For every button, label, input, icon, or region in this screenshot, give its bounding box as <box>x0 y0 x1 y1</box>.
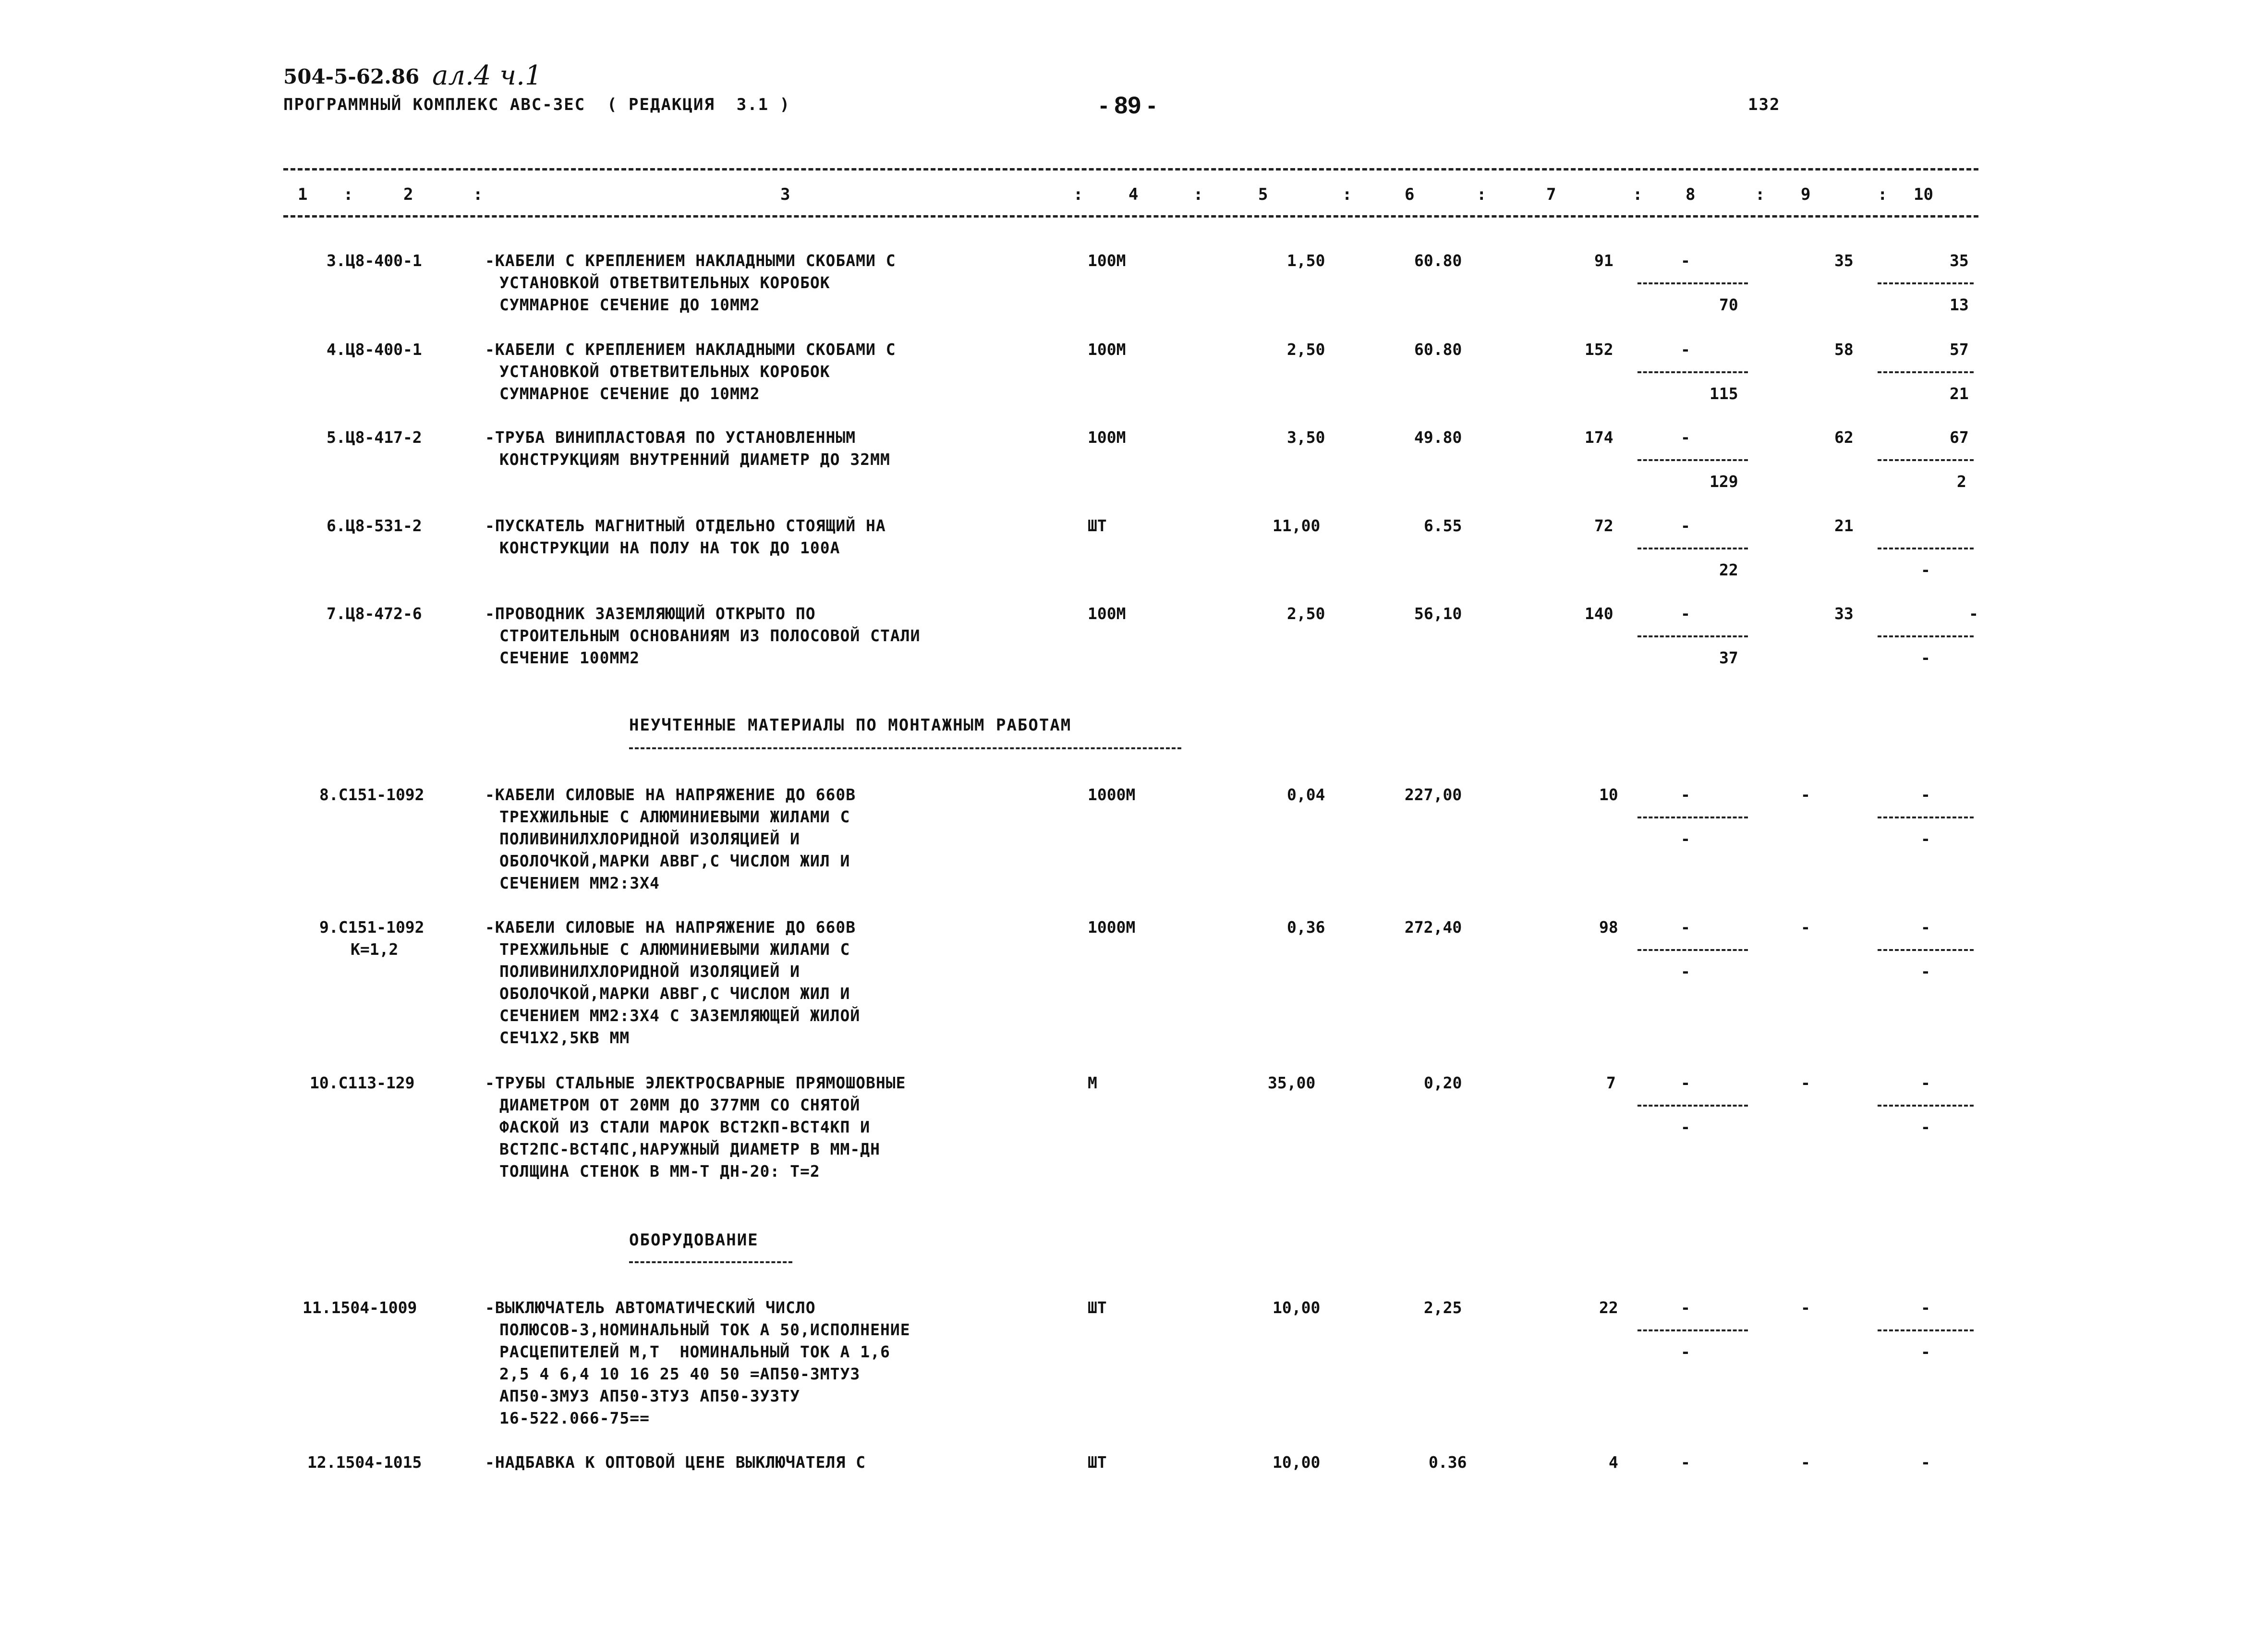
row-desc-line: ОБОЛОЧКОЙ,МАРКИ АВВГ,С ЧИСЛОМ ЖИЛ И <box>499 984 850 1003</box>
col-sep: : <box>1633 185 1643 204</box>
row-c8-divider <box>1637 282 1748 284</box>
col-9: 9 <box>1801 185 1811 204</box>
row-c8-top: - <box>1681 918 1690 937</box>
row-total: 98 <box>1599 918 1618 937</box>
row-c8-divider <box>1637 1329 1748 1331</box>
row-price: 60.80 <box>1414 251 1462 270</box>
row-total: 174 <box>1585 428 1613 447</box>
row-desc-line: ФАСКОЙ ИЗ СТАЛИ МАРОК ВСТ2КП-ВСТ4КП И <box>499 1118 871 1136</box>
row-c10-top: 67 <box>1950 428 1969 447</box>
row-unit: 100М <box>1088 604 1126 623</box>
row-c10-top: 35 <box>1950 251 1969 270</box>
row-c8-bottom: 70 <box>1719 295 1738 314</box>
row-c9: 58 <box>1834 340 1854 359</box>
row-c10-top: - <box>1921 1298 1930 1317</box>
row-c8-top: - <box>1681 251 1690 270</box>
row-code: 6.Ц8-531-2 <box>327 516 422 535</box>
col-4: 4 <box>1128 185 1139 204</box>
row-c9: - <box>1801 1073 1810 1092</box>
row-c9: - <box>1801 1453 1810 1472</box>
col-10: 10 <box>1914 185 1933 204</box>
col-1: 1 <box>298 185 308 204</box>
row-desc-line: -ВЫКЛЮЧАТЕЛЬ АВТОМАТИЧЕСКИЙ ЧИСЛО <box>485 1298 816 1317</box>
row-qty: 35,00 <box>1268 1073 1316 1092</box>
row-desc-line: -ТРУБЫ СТАЛЬНЫЕ ЭЛЕКТРОСВАРНЫЕ ПРЯМОШОВНЫЕ <box>485 1073 906 1092</box>
row-desc-line: ПОЛИВИНИЛХЛОРИДНОЙ ИЗОЛЯЦИЕЙ И <box>499 962 800 981</box>
row-desc-line: -НАДБАВКА К ОПТОВОЙ ЦЕНЕ ВЫКЛЮЧАТЕЛЯ С <box>485 1453 866 1472</box>
row-total: 72 <box>1594 516 1613 535</box>
row-c10-divider <box>1878 459 1974 461</box>
row-code: 7.Ц8-472-6 <box>327 604 422 623</box>
row-c10-top: - <box>1921 1073 1930 1092</box>
row-code: 9.С151-1092 <box>319 918 424 937</box>
program-title: ПРОГРАММНЫЙ КОМПЛЕКС АВС-3ЕС ( РЕДАКЦИЯ 3.1 ) <box>283 95 791 114</box>
table-top-rule <box>283 168 1978 171</box>
row-qty: 10,00 <box>1273 1298 1321 1317</box>
row-c8-top: - <box>1681 516 1690 535</box>
row-c10-top: - <box>1921 918 1930 937</box>
table-header-rule <box>283 215 1978 218</box>
row-unit: 1000М <box>1088 918 1136 937</box>
col-7: 7 <box>1546 185 1556 204</box>
row-desc-line: КОНСТРУКЦИЯМ ВНУТРЕННИЙ ДИАМЕТР ДО 32ММ <box>499 450 890 469</box>
row-desc-line: -КАБЕЛИ СИЛОВЫЕ НА НАПРЯЖЕНИЕ ДО 660В <box>485 918 856 937</box>
col-6: 6 <box>1405 185 1415 204</box>
row-qty: 2,50 <box>1287 340 1325 359</box>
row-code: 5.Ц8-417-2 <box>327 428 422 447</box>
row-c10-top: - <box>1921 785 1930 804</box>
row-c8-top: - <box>1681 428 1690 447</box>
col-2: 2 <box>403 185 413 204</box>
row-c9: 33 <box>1834 604 1854 623</box>
row-c8-bottom: 22 <box>1719 561 1738 579</box>
row-c8-bottom: - <box>1681 829 1690 848</box>
row-desc-line: ДИАМЕТРОМ ОТ 20ММ ДО 377ММ СО СНЯТОЙ <box>499 1096 861 1114</box>
row-code: 4.Ц8-400-1 <box>327 340 422 359</box>
row-c8-divider <box>1637 949 1748 951</box>
row-desc-line: КОНСТРУКЦИИ НА ПОЛУ НА ТОК ДО 100А <box>499 538 840 557</box>
row-price: 0.36 <box>1429 1453 1467 1472</box>
handwritten-note: ал.4 ч.1 <box>432 60 542 91</box>
row-desc-line: РАСЦЕПИТЕЛЕЙ М,Т НОМИНАЛЬНЫЙ ТОК А 1,6 <box>499 1342 890 1361</box>
row-c10-divider <box>1878 949 1974 951</box>
row-c10-bottom: - <box>1921 648 1930 667</box>
row-c8-bottom: - <box>1681 962 1690 981</box>
row-unit: 100М <box>1088 340 1126 359</box>
row-desc-line: СУММАРНОЕ СЕЧЕНИЕ ДО 10ММ2 <box>499 295 760 314</box>
row-c9: 35 <box>1834 251 1854 270</box>
row-c8-divider <box>1637 548 1748 549</box>
row-c9: - <box>1801 918 1810 937</box>
col-sep: : <box>343 185 353 204</box>
row-desc-line: ОБОЛОЧКОЙ,МАРКИ АВВГ,С ЧИСЛОМ ЖИЛ И <box>499 852 850 870</box>
row-qty: 0,36 <box>1287 918 1325 937</box>
section-underline <box>629 747 1181 749</box>
col-sep: : <box>1477 185 1487 204</box>
row-desc-line: УСТАНОВКОЙ ОТВЕТВИТЕЛЬНЫХ КОРОБОК <box>499 362 830 381</box>
row-c10-bottom: - <box>1921 829 1930 848</box>
row-c10-bottom: - <box>1921 1118 1930 1136</box>
row-c10-divider <box>1878 1105 1974 1107</box>
row-c10-top: 57 <box>1950 340 1969 359</box>
row-c10-divider <box>1878 282 1974 284</box>
page-number: - 89 - <box>1100 92 1156 119</box>
row-c9: 21 <box>1834 516 1854 535</box>
row-desc-line: ВСТ2ПС-ВСТ4ПС,НАРУЖНЫЙ ДИАМЕТР В ММ-ДН <box>499 1140 880 1158</box>
col-5: 5 <box>1258 185 1268 204</box>
row-c10-divider <box>1878 371 1974 373</box>
row-desc-line: -ПУСКАТЕЛЬ МАГНИТНЫЙ ОТДЕЛЬНО СТОЯЩИЙ НА <box>485 516 886 535</box>
row-c10-divider <box>1878 816 1974 818</box>
row-desc-line: -КАБЕЛИ СИЛОВЫЕ НА НАПРЯЖЕНИЕ ДО 660В <box>485 785 856 804</box>
col-sep: : <box>1342 185 1352 204</box>
col-sep: : <box>473 185 483 204</box>
row-desc-line: 2,5 4 6,4 10 16 25 40 50 =АП50-3МТУ3 <box>499 1365 861 1383</box>
row-c8-divider <box>1637 459 1748 461</box>
row-total: 7 <box>1606 1073 1616 1092</box>
row-c10-divider <box>1878 1329 1974 1331</box>
row-desc-line: ТРЕХЖИЛЬНЫЕ С АЛЮМИНИЕВЫМИ ЖИЛАМИ С <box>499 807 850 826</box>
col-sep: : <box>1073 185 1083 204</box>
row-code-coefficient: К=1,2 <box>351 940 399 959</box>
row-unit: М <box>1088 1073 1097 1092</box>
row-desc-line: УСТАНОВКОЙ ОТВЕТВИТЕЛЬНЫХ КОРОБОК <box>499 273 830 292</box>
row-desc-line: -КАБЕЛИ С КРЕПЛЕНИЕМ НАКЛАДНЫМИ СКОБАМИ С <box>485 251 896 270</box>
row-code: 10.С113-129 <box>310 1073 415 1092</box>
row-c10-bottom: 21 <box>1950 384 1969 403</box>
row-desc-line: ТРЕХЖИЛЬНЫЕ С АЛЮМИНИЕВЫМИ ЖИЛАМИ С <box>499 940 850 959</box>
row-c10-bottom: 2 <box>1957 472 1966 491</box>
row-c10-bottom: - <box>1921 962 1930 981</box>
row-price: 0,20 <box>1424 1073 1462 1092</box>
row-desc-line: ПОЛЮСОВ-3,НОМИНАЛЬНЫЙ ТОК А 50,ИСПОЛНЕНИЕ <box>499 1320 910 1339</box>
row-price: 6.55 <box>1424 516 1462 535</box>
row-desc-line: СУММАРНОЕ СЕЧЕНИЕ ДО 10ММ2 <box>499 384 760 403</box>
row-qty: 10,00 <box>1273 1453 1321 1472</box>
row-price: 49.80 <box>1414 428 1462 447</box>
row-qty: 3,50 <box>1287 428 1325 447</box>
row-c8-top: - <box>1681 604 1690 623</box>
row-desc-line: АП50-3МУ3 АП50-3ТУ3 АП50-3У3ТУ <box>499 1387 800 1405</box>
row-price: 56,10 <box>1414 604 1462 623</box>
document-code: 504-5-62.86 <box>283 65 420 88</box>
row-unit: 100М <box>1088 428 1126 447</box>
row-c10-top: - <box>1921 1453 1930 1472</box>
row-unit: ШТ <box>1088 516 1107 535</box>
row-c8-bottom: - <box>1681 1342 1690 1361</box>
row-desc-line: -ТРУБА ВИНИПЛАСТОВАЯ ПО УСТАНОВЛЕННЫМ <box>485 428 856 447</box>
row-c10-divider <box>1878 635 1974 637</box>
row-c8-top: - <box>1681 340 1690 359</box>
row-total: 140 <box>1585 604 1613 623</box>
row-qty: 11,00 <box>1273 516 1321 535</box>
row-desc-line: СЕЧ1Х2,5КВ ММ <box>499 1028 630 1047</box>
col-sep: : <box>1193 185 1203 204</box>
row-unit: 1000М <box>1088 785 1136 804</box>
row-total: 22 <box>1599 1298 1618 1317</box>
row-c9: 62 <box>1834 428 1854 447</box>
row-c8-divider <box>1637 371 1748 373</box>
row-unit: ШТ <box>1088 1453 1107 1472</box>
row-desc-line: -КАБЕЛИ С КРЕПЛЕНИЕМ НАКЛАДНЫМИ СКОБАМИ С <box>485 340 896 359</box>
row-c10-top: - <box>1969 604 1978 623</box>
row-c10-bottom: - <box>1921 1342 1930 1361</box>
row-desc-line: СЕЧЕНИЕМ ММ2:3Х4 <box>499 874 660 892</box>
row-c8-divider <box>1637 635 1748 637</box>
row-code: 3.Ц8-400-1 <box>327 251 422 270</box>
row-c8-divider <box>1637 1105 1748 1107</box>
row-desc-line: СЕЧЕНИЕ 100ММ2 <box>499 648 640 667</box>
col-8: 8 <box>1686 185 1696 204</box>
row-c8-top: - <box>1681 1453 1690 1472</box>
row-price: 227,00 <box>1405 785 1462 804</box>
row-c10-divider <box>1878 548 1974 549</box>
col-sep: : <box>1755 185 1765 204</box>
row-c8-top: - <box>1681 1073 1690 1092</box>
row-total: 152 <box>1585 340 1613 359</box>
row-price: 60.80 <box>1414 340 1462 359</box>
row-desc-line: ПОЛИВИНИЛХЛОРИДНОЙ ИЗОЛЯЦИЕЙ И <box>499 829 800 848</box>
row-desc-line: 16-522.066-75== <box>499 1409 650 1427</box>
row-price: 272,40 <box>1405 918 1462 937</box>
row-c8-divider <box>1637 816 1748 818</box>
col-sep: : <box>1878 185 1888 204</box>
row-qty: 0,04 <box>1287 785 1325 804</box>
row-unit: 100М <box>1088 251 1126 270</box>
sheet-number: 132 <box>1748 95 1781 114</box>
row-c8-bottom: - <box>1681 1118 1690 1136</box>
row-c8-bottom: 37 <box>1719 648 1738 667</box>
row-code: 8.С151-1092 <box>319 785 424 804</box>
row-qty: 1,50 <box>1287 251 1325 270</box>
row-code: 11.1504-1009 <box>303 1298 417 1317</box>
section-heading-equipment: ОБОРУДОВАНИЕ <box>629 1231 759 1250</box>
row-desc-line: ТОЛЩИНА СТЕНОК В ММ-Т ДН-20: Т=2 <box>499 1162 820 1181</box>
row-c9: - <box>1801 785 1810 804</box>
row-total: 10 <box>1599 785 1618 804</box>
row-desc-line: СТРОИТЕЛЬНЫМ ОСНОВАНИЯМ ИЗ ПОЛОСОВОЙ СТАЛИ <box>499 626 921 645</box>
row-total: 91 <box>1594 251 1613 270</box>
row-desc-line: -ПРОВОДНИК ЗАЗЕМЛЯЮЩИЙ ОТКРЫТО ПО <box>485 604 816 623</box>
col-3: 3 <box>780 185 790 204</box>
row-c8-bottom: 129 <box>1710 472 1738 491</box>
row-qty: 2,50 <box>1287 604 1325 623</box>
row-c8-top: - <box>1681 785 1690 804</box>
row-c8-top: - <box>1681 1298 1690 1317</box>
row-c10-bottom: - <box>1921 561 1930 579</box>
section-underline <box>629 1261 792 1263</box>
section-heading-materials: НЕУЧТЕННЫЕ МАТЕРИАЛЫ ПО МОНТАЖНЫМ РАБОТАМ <box>629 716 1072 735</box>
row-desc-line: СЕЧЕНИЕМ ММ2:3Х4 С ЗАЗЕМЛЯЮЩЕЙ ЖИЛОЙ <box>499 1006 861 1025</box>
row-price: 2,25 <box>1424 1298 1462 1317</box>
row-unit: ШТ <box>1088 1298 1107 1317</box>
row-total: 4 <box>1609 1453 1618 1472</box>
row-c9: - <box>1801 1298 1810 1317</box>
row-code: 12.1504-1015 <box>307 1453 422 1472</box>
row-c8-bottom: 115 <box>1710 384 1738 403</box>
row-c10-bottom: 13 <box>1950 295 1969 314</box>
